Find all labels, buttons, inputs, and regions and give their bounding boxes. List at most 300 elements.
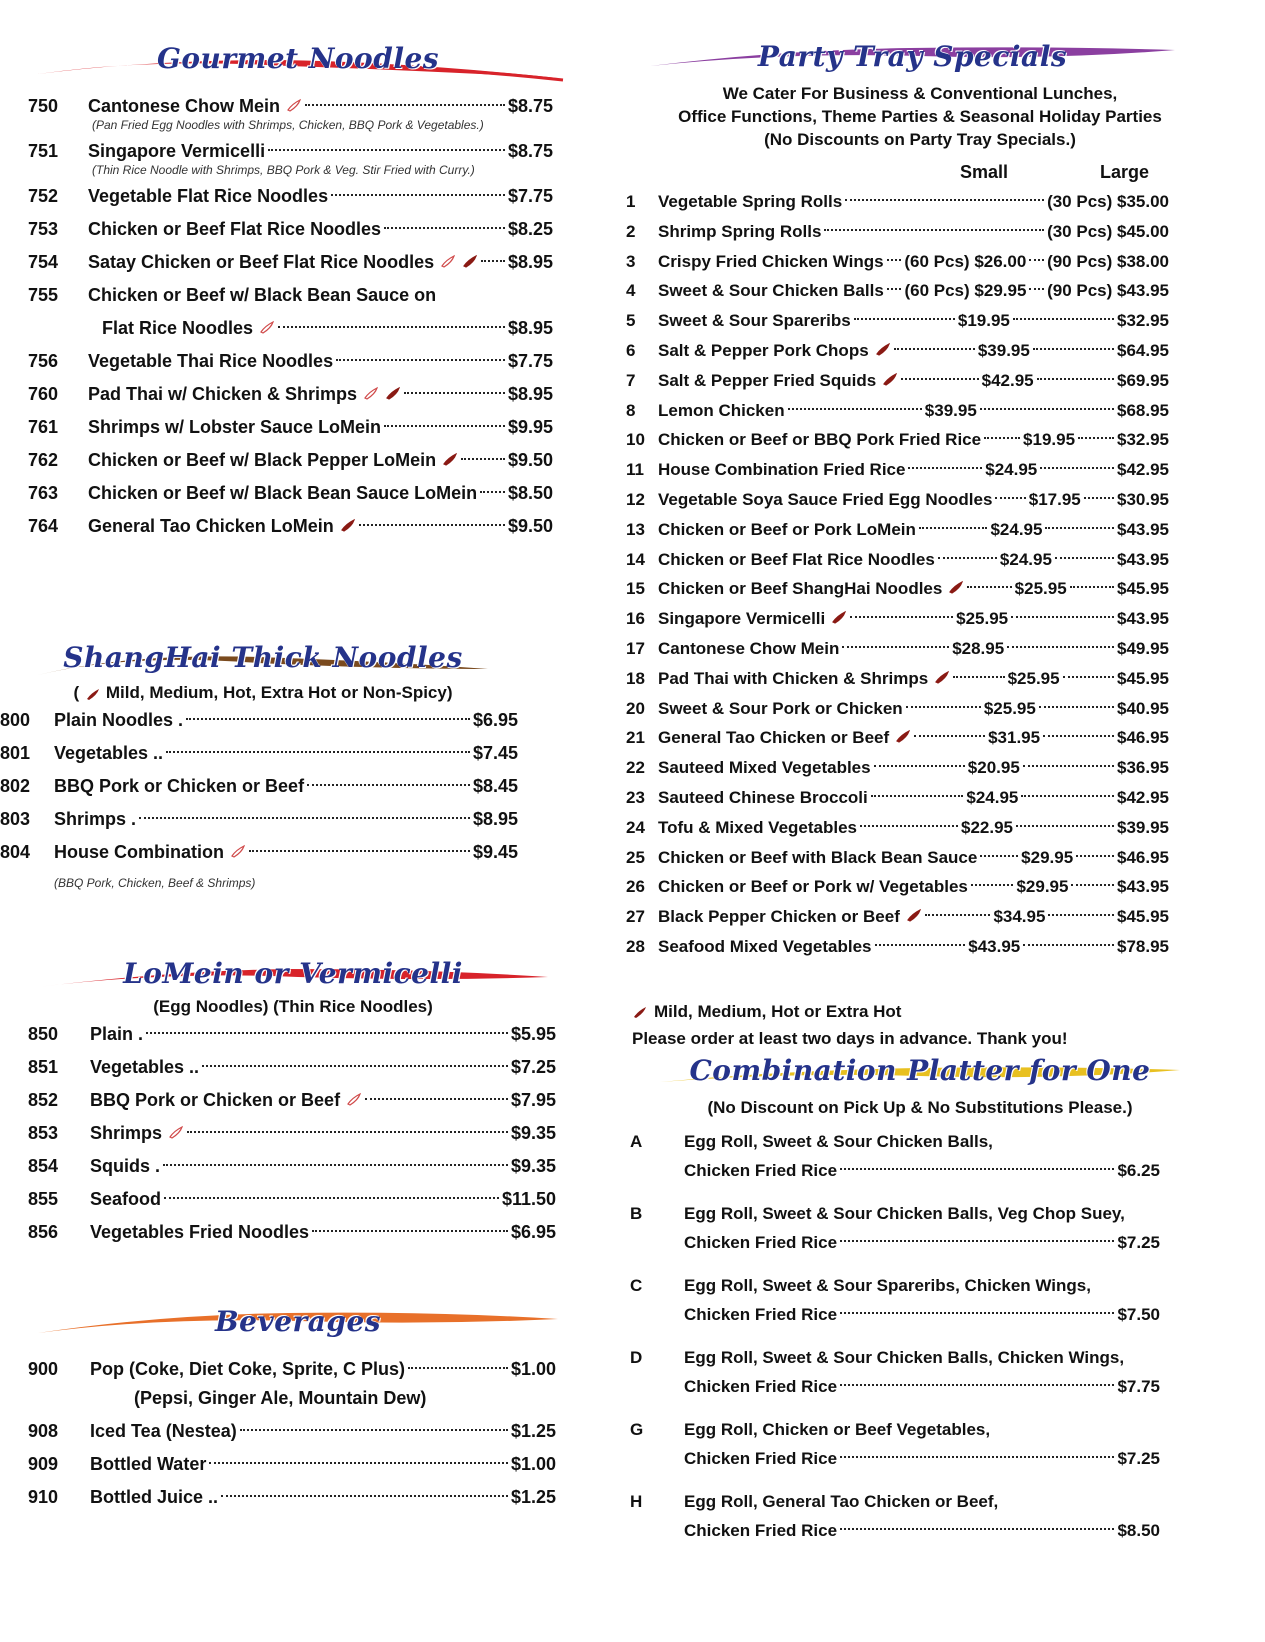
item-number: 12 xyxy=(626,489,645,509)
party-tray-row xyxy=(626,753,1169,783)
item-number: 853 xyxy=(28,1123,59,1143)
dot-leader xyxy=(984,437,1020,439)
beverages-section xyxy=(28,1303,588,1514)
item-name: Pop (Coke, Diet Coke, Sprite, C Plus) xyxy=(90,1359,406,1379)
large-price: $45.95 xyxy=(1117,907,1169,927)
large-price: $46.95 xyxy=(1117,728,1169,748)
shanghai-noodles-section xyxy=(0,639,588,893)
large-price: $40.95 xyxy=(1117,698,1169,718)
item-price: $7.25 xyxy=(510,1057,556,1077)
dot-leader xyxy=(914,735,985,737)
item-name: Sweet & Sour Spareribs xyxy=(658,311,851,331)
item-name: Chicken or Beef or Pork LoMein xyxy=(658,519,916,539)
item-number: 10 xyxy=(626,430,645,450)
item-number: 854 xyxy=(28,1156,59,1176)
large-price: $43.95 xyxy=(1117,609,1169,629)
small-price: $25.95 xyxy=(1014,579,1067,599)
large-price: $45.95 xyxy=(1117,579,1169,599)
dot-leader xyxy=(146,1032,508,1034)
mild-pepper-icon xyxy=(230,844,246,858)
small-price: $24.95 xyxy=(999,549,1052,569)
dot-leader xyxy=(221,1495,508,1497)
dot-leader xyxy=(874,765,965,767)
item-name: Singapore Vermicelli xyxy=(658,609,826,629)
chili-pepper-icon xyxy=(85,687,101,701)
item-price: $6.95 xyxy=(472,710,518,730)
small-price: $29.95 xyxy=(1016,877,1069,897)
item-price: $7.95 xyxy=(510,1090,556,1110)
combination-letter: D xyxy=(630,1347,643,1367)
dot-leader xyxy=(312,1230,508,1232)
item-number: 751 xyxy=(28,141,59,161)
item-name: Black Pepper Chicken or Beef xyxy=(658,907,900,927)
item-price: $1.25 xyxy=(510,1487,556,1507)
dot-leader xyxy=(331,194,505,196)
item-number: 762 xyxy=(28,450,59,470)
item-name: Vegetables Fried Noodles xyxy=(90,1222,310,1242)
small-price: $28.95 xyxy=(952,638,1005,658)
item-price: $11.50 xyxy=(501,1189,556,1209)
item-name: General Tao Chicken LoMein xyxy=(88,516,334,536)
menu-item-row xyxy=(28,378,553,411)
item-name: Tofu & Mixed Vegetables xyxy=(658,817,858,837)
item-sub-text: (Pepsi, Ginger Ale, Mountain Dew) xyxy=(134,1388,427,1408)
gourmet-noodles-header xyxy=(28,40,568,86)
small-price: $25.95 xyxy=(956,609,1009,629)
large-pieces: (90 Pcs) xyxy=(1047,251,1113,271)
dot-leader xyxy=(1023,765,1114,767)
combination-line2: Chicken Fried Rice xyxy=(684,1520,838,1540)
item-name: Seafood Mixed Vegetables xyxy=(658,936,872,956)
small-price: $24.95 xyxy=(990,519,1043,539)
subtitle-text: Mild, Medium, Hot, Extra Hot or Non-Spicy) xyxy=(105,683,453,702)
item-number: 22 xyxy=(626,758,645,778)
party-tray-row xyxy=(626,187,1169,217)
large-label: Large xyxy=(1100,162,1150,182)
hot-pepper-icon xyxy=(948,580,964,594)
item-number: 11 xyxy=(626,460,644,480)
menu-item-row xyxy=(28,1481,556,1514)
party-tray-row xyxy=(626,783,1169,813)
party-intro-line: Office Functions, Theme Parties & Seasonal Holiday Parties xyxy=(678,107,1162,126)
combination-letter: H xyxy=(630,1491,643,1511)
hot-pepper-icon xyxy=(906,908,922,922)
item-name: General Tao Chicken or Beef xyxy=(658,728,890,748)
combination-line2: Chicken Fried Rice xyxy=(684,1448,838,1468)
size-header xyxy=(640,157,1235,187)
item-name: Salt & Pepper Fried Squids xyxy=(658,370,877,390)
hot-pepper-icon xyxy=(462,254,478,268)
lomein-section xyxy=(28,955,588,1249)
large-price: $43.95 xyxy=(1117,519,1170,539)
menu-item-row xyxy=(28,1117,556,1150)
subtitle-open: ( xyxy=(73,683,80,702)
menu-item-row xyxy=(28,180,553,213)
left-column xyxy=(0,40,588,1514)
item-price: $6.95 xyxy=(510,1222,556,1242)
menu-item-row xyxy=(0,770,518,803)
combination-item xyxy=(630,1487,1160,1545)
dot-leader xyxy=(1013,318,1114,320)
dot-leader xyxy=(481,260,505,262)
dot-leader xyxy=(842,646,949,648)
party-tray-row xyxy=(626,485,1169,515)
party-tray-row xyxy=(626,366,1169,396)
item-number: 763 xyxy=(28,483,59,503)
item-number: 23 xyxy=(626,787,645,807)
lomein-subtitle: (Egg Noodles) (Thin Rice Noodles) xyxy=(153,997,433,1016)
item-name: Shrimp Spring Rolls xyxy=(658,221,822,241)
party-tray-row xyxy=(626,932,1169,962)
mild-pepper-icon xyxy=(363,386,379,400)
dot-leader xyxy=(1037,378,1114,380)
item-price: $9.95 xyxy=(507,417,553,437)
hot-pepper-icon xyxy=(895,729,911,743)
combination-line1: Egg Roll, Sweet & Sour Spareribs, Chicken Wings, xyxy=(684,1275,1091,1295)
dot-leader xyxy=(268,149,505,151)
dot-leader xyxy=(186,718,470,720)
party-tray-row xyxy=(626,515,1169,545)
party-tray-row xyxy=(626,813,1169,843)
item-number: 908 xyxy=(28,1421,59,1441)
lomein-header xyxy=(28,955,558,1001)
shanghai-note: (BBQ Pork, Chicken, Beef & Shrimps) xyxy=(54,876,256,890)
large-price: $43.95 xyxy=(1117,877,1170,897)
dot-leader xyxy=(971,884,1014,886)
item-name: Vegetable Spring Rolls xyxy=(658,192,843,211)
menu-item-row xyxy=(28,444,553,477)
item-name: Sweet & Sour Pork or Chicken xyxy=(658,698,903,718)
small-price: $20.95 xyxy=(967,758,1020,778)
combination-line2: Chicken Fried Rice xyxy=(684,1304,838,1324)
item-name: Chicken or Beef or Pork w/ Vegetables xyxy=(658,877,968,897)
item-number: 28 xyxy=(626,936,645,956)
item-price: $9.45 xyxy=(472,842,518,862)
item-price: $8.95 xyxy=(507,252,553,272)
item-name: Chicken or Beef Flat Rice Noodles xyxy=(88,219,382,239)
dot-leader xyxy=(384,227,505,229)
menu-item-row xyxy=(0,737,518,770)
dot-leader xyxy=(980,855,1018,857)
dot-leader xyxy=(860,825,958,827)
hot-pepper-icon xyxy=(340,518,356,532)
large-price: $35.00 xyxy=(1117,192,1169,211)
item-number: 850 xyxy=(28,1024,59,1044)
party-tray-row xyxy=(626,425,1169,455)
small-price: $34.95 xyxy=(993,907,1046,927)
item-name: Chicken or Beef w/ Black Pepper LoMein xyxy=(88,450,437,470)
small-price: $19.95 xyxy=(1023,430,1076,450)
menu-item-row xyxy=(28,1183,556,1216)
item-name: Squids . xyxy=(90,1156,161,1176)
combination-price: $7.75 xyxy=(1117,1376,1160,1396)
item-name: Shrimps xyxy=(90,1123,163,1143)
party-tray-row xyxy=(626,604,1169,634)
item-name: Chicken or Beef Flat Rice Noodles xyxy=(658,549,935,569)
party-tray-row xyxy=(626,843,1169,873)
combination-price: $7.25 xyxy=(1117,1448,1160,1468)
item-number: 17 xyxy=(626,638,645,658)
item-number: 13 xyxy=(626,519,645,539)
mild-pepper-icon xyxy=(440,254,456,268)
item-number: 801 xyxy=(0,743,31,763)
dot-leader xyxy=(908,467,982,469)
item-name: Sauteed Mixed Vegetables xyxy=(658,758,871,778)
item-number: 15 xyxy=(626,579,645,599)
dot-leader xyxy=(894,348,975,350)
menu-item-row xyxy=(28,1216,556,1249)
hot-pepper-icon xyxy=(875,342,891,356)
large-price: $36.95 xyxy=(1117,758,1169,778)
dot-leader xyxy=(461,458,505,460)
item-number: 755 xyxy=(28,285,59,305)
item-number: 909 xyxy=(28,1454,59,1474)
dot-leader xyxy=(1070,586,1114,588)
item-number: 16 xyxy=(626,609,645,629)
section-title: ShangHai Thick Noodles xyxy=(63,641,463,674)
menu-item-row xyxy=(28,411,553,444)
item-name: Sweet & Sour Chicken Balls xyxy=(658,281,884,301)
item-number: 764 xyxy=(28,516,59,536)
item-sub-line xyxy=(28,1382,556,1415)
dot-leader xyxy=(249,850,470,852)
dot-leader xyxy=(788,408,922,410)
dot-leader xyxy=(1029,259,1044,261)
dot-leader xyxy=(845,199,1044,201)
party-intro-line: (No Discounts on Party Tray Specials.) xyxy=(764,130,1076,149)
item-name: Bottled Juice .. xyxy=(90,1487,219,1507)
item-number: 756 xyxy=(28,351,59,371)
item-price: $5.95 xyxy=(510,1024,556,1044)
item-name: Chicken or Beef w/ Black Bean Sauce on xyxy=(88,285,437,305)
small-price: $29.95 xyxy=(1021,847,1074,867)
combination-price: $8.50 xyxy=(1117,1520,1160,1540)
combination-line1: Egg Roll, General Tao Chicken or Beef, xyxy=(684,1491,999,1511)
item-number: 20 xyxy=(626,698,645,718)
right-column xyxy=(626,38,1235,1559)
combination-letter: C xyxy=(630,1275,643,1295)
section-title: Party Tray Specials xyxy=(757,40,1068,73)
item-name: Shrimps w/ Lobster Sauce LoMein xyxy=(88,417,382,437)
item-number: 804 xyxy=(0,842,31,862)
large-price: $46.95 xyxy=(1117,847,1169,867)
item-name: Plain . xyxy=(90,1024,144,1044)
item-number: 18 xyxy=(626,668,645,688)
item-number: 21 xyxy=(626,728,645,748)
dot-leader xyxy=(1011,616,1114,618)
chili-pepper-icon xyxy=(632,1005,648,1019)
dot-leader xyxy=(901,378,978,380)
large-pieces: (30 Pcs) xyxy=(1047,221,1113,241)
item-number: 2 xyxy=(626,221,636,241)
dot-leader xyxy=(307,784,470,786)
item-number: 851 xyxy=(28,1057,59,1077)
dot-leader xyxy=(1078,437,1114,439)
combination-price: $7.25 xyxy=(1117,1232,1160,1252)
item-number: 7 xyxy=(626,370,636,390)
large-price: $30.95 xyxy=(1117,489,1170,509)
dot-leader xyxy=(202,1065,508,1067)
combination-item xyxy=(630,1343,1160,1401)
item-number: 803 xyxy=(0,809,31,829)
shanghai-noodles-header xyxy=(28,639,498,685)
large-price: $43.95 xyxy=(1117,549,1170,569)
item-name-continued: Flat Rice Noodles xyxy=(102,318,254,338)
item-number: 6 xyxy=(626,340,636,360)
party-tray-row xyxy=(626,574,1169,604)
party-tray-row xyxy=(626,336,1169,366)
item-number: 1 xyxy=(626,192,636,211)
item-name: Vegetable Flat Rice Noodles xyxy=(88,186,329,206)
combination-price: $6.25 xyxy=(1117,1160,1160,1180)
menu-item-row xyxy=(28,1051,556,1084)
small-price: $25.95 xyxy=(983,698,1036,718)
combination-platter-header xyxy=(640,1052,1200,1098)
item-number: 27 xyxy=(626,907,645,927)
combination-line2: Chicken Fried Rice xyxy=(684,1376,838,1396)
dot-leader xyxy=(840,1240,1114,1242)
large-price: $42.95 xyxy=(1117,787,1170,807)
item-price: $8.75 xyxy=(507,141,553,161)
item-name: Cantonese Chow Mein xyxy=(88,96,281,116)
item-price: $1.00 xyxy=(510,1454,556,1474)
dot-leader xyxy=(1055,557,1114,559)
dot-leader xyxy=(925,914,991,916)
item-price: $7.75 xyxy=(507,186,553,206)
small-pieces: (60 Pcs) xyxy=(904,281,970,301)
item-price: $1.00 xyxy=(510,1359,556,1379)
large-pieces: (30 Pcs) xyxy=(1047,192,1113,211)
large-price: $78.95 xyxy=(1117,936,1170,956)
small-price: $22.95 xyxy=(961,817,1014,837)
item-name: Satay Chicken or Beef Flat Rice Noodles xyxy=(88,252,435,272)
party-tray-row xyxy=(626,455,1169,485)
dot-leader xyxy=(1029,288,1044,290)
item-name: Vegetable Soya Sauce Fried Egg Noodles xyxy=(658,489,993,509)
small-price: $42.95 xyxy=(981,370,1034,390)
party-tray-list xyxy=(626,187,1169,962)
large-price: $45.00 xyxy=(1117,221,1169,241)
dot-leader xyxy=(359,524,505,526)
dot-leader xyxy=(305,104,505,106)
dot-leader xyxy=(408,1367,508,1369)
small-price: $24.95 xyxy=(966,787,1019,807)
combination-letter: B xyxy=(630,1203,643,1223)
combination-line1: Egg Roll, Sweet & Sour Chicken Balls, xyxy=(684,1131,993,1151)
item-number: 802 xyxy=(0,776,31,796)
dot-leader xyxy=(1071,884,1114,886)
section-title: LoMein or Vermicelli xyxy=(123,957,463,990)
dot-leader xyxy=(278,326,505,328)
dot-leader xyxy=(967,586,1011,588)
combination-platter-section xyxy=(630,1052,1235,1545)
dot-leader xyxy=(240,1429,508,1431)
combination-line1: Egg Roll, Sweet & Sour Chicken Balls, Veg Chop Suey, xyxy=(684,1203,1125,1223)
item-name: House Combination Fried Rice xyxy=(658,460,906,480)
section-title: Combination Platter for One xyxy=(689,1053,1151,1087)
item-name: Bottled Water xyxy=(90,1454,207,1474)
item-name: Shrimps . xyxy=(54,809,137,829)
hot-pepper-icon xyxy=(385,386,401,400)
item-name: Chicken or Beef with Black Bean Sauce xyxy=(658,847,978,867)
item-name: Lemon Chicken xyxy=(658,400,785,420)
item-number: 753 xyxy=(28,219,59,239)
hot-pepper-icon xyxy=(882,372,898,386)
item-name: Chicken or Beef w/ Black Bean Sauce LoMein xyxy=(88,483,478,503)
small-price: $31.95 xyxy=(988,728,1041,748)
dot-leader xyxy=(209,1462,508,1464)
party-tray-row xyxy=(626,902,1169,932)
dot-leader xyxy=(1048,914,1114,916)
item-description: (Pan Fried Egg Noodles with Shrimps, Chicken, BBQ Pork & Vegetables.) xyxy=(92,118,484,132)
large-price: $49.95 xyxy=(1117,638,1170,658)
dot-leader xyxy=(1007,646,1114,648)
item-number: 752 xyxy=(28,186,59,206)
party-tray-row xyxy=(626,872,1169,902)
combination-line1: Egg Roll, Sweet & Sour Chicken Balls, Chicken Wings, xyxy=(684,1347,1125,1367)
party-tray-row xyxy=(626,664,1169,694)
item-price: $8.50 xyxy=(507,483,553,503)
menu-item-row xyxy=(28,345,553,378)
menu-item-row xyxy=(0,836,518,869)
item-number: 26 xyxy=(626,877,645,897)
dot-leader xyxy=(1021,795,1114,797)
small-label: Small xyxy=(960,162,1009,182)
party-tray-row xyxy=(626,694,1169,724)
item-number: 900 xyxy=(28,1359,59,1379)
item-number: 25 xyxy=(626,847,645,867)
small-price: $26.00 xyxy=(974,251,1027,271)
item-price: $9.50 xyxy=(507,450,553,470)
item-number: 760 xyxy=(28,384,59,404)
item-price: $8.95 xyxy=(507,384,553,404)
dot-leader xyxy=(840,1456,1114,1458)
mild-pepper-icon xyxy=(168,1125,184,1139)
party-tray-row xyxy=(626,276,1169,306)
spice-legend-line xyxy=(632,998,1235,1025)
spice-legend-text: Mild, Medium, Hot or Extra Hot xyxy=(654,1001,902,1021)
combination-letter: G xyxy=(630,1419,644,1439)
small-price: $17.95 xyxy=(1028,489,1081,509)
dot-leader xyxy=(139,817,470,819)
item-name: Salt & Pepper Pork Chops xyxy=(658,340,869,360)
dot-leader xyxy=(887,288,902,290)
menu-item-row xyxy=(28,1448,556,1481)
combination-line2: Chicken Fried Rice xyxy=(684,1160,838,1180)
item-name: Pad Thai w/ Chicken & Shrimps xyxy=(88,384,358,404)
dot-leader xyxy=(365,1098,508,1100)
menu-item-row xyxy=(28,213,553,246)
dot-leader xyxy=(840,1168,1114,1170)
menu-item-row xyxy=(28,246,553,279)
party-tray-row xyxy=(626,396,1169,426)
item-name: Chicken or Beef ShangHai Noodles xyxy=(658,579,943,599)
dot-leader xyxy=(1040,467,1114,469)
item-name: Cantonese Chow Mein xyxy=(658,638,840,658)
party-tray-header xyxy=(640,38,1185,84)
large-price: $64.95 xyxy=(1117,340,1170,360)
lomein-list xyxy=(28,1018,556,1249)
mild-pepper-icon xyxy=(286,98,302,112)
hot-pepper-icon xyxy=(831,610,847,624)
menu-item-row-continued xyxy=(28,312,553,345)
combination-item xyxy=(630,1271,1160,1329)
dot-leader xyxy=(850,616,953,618)
dot-leader xyxy=(871,795,964,797)
item-number: 855 xyxy=(28,1189,59,1209)
dot-leader xyxy=(1045,527,1114,529)
small-price: $24.95 xyxy=(985,460,1038,480)
